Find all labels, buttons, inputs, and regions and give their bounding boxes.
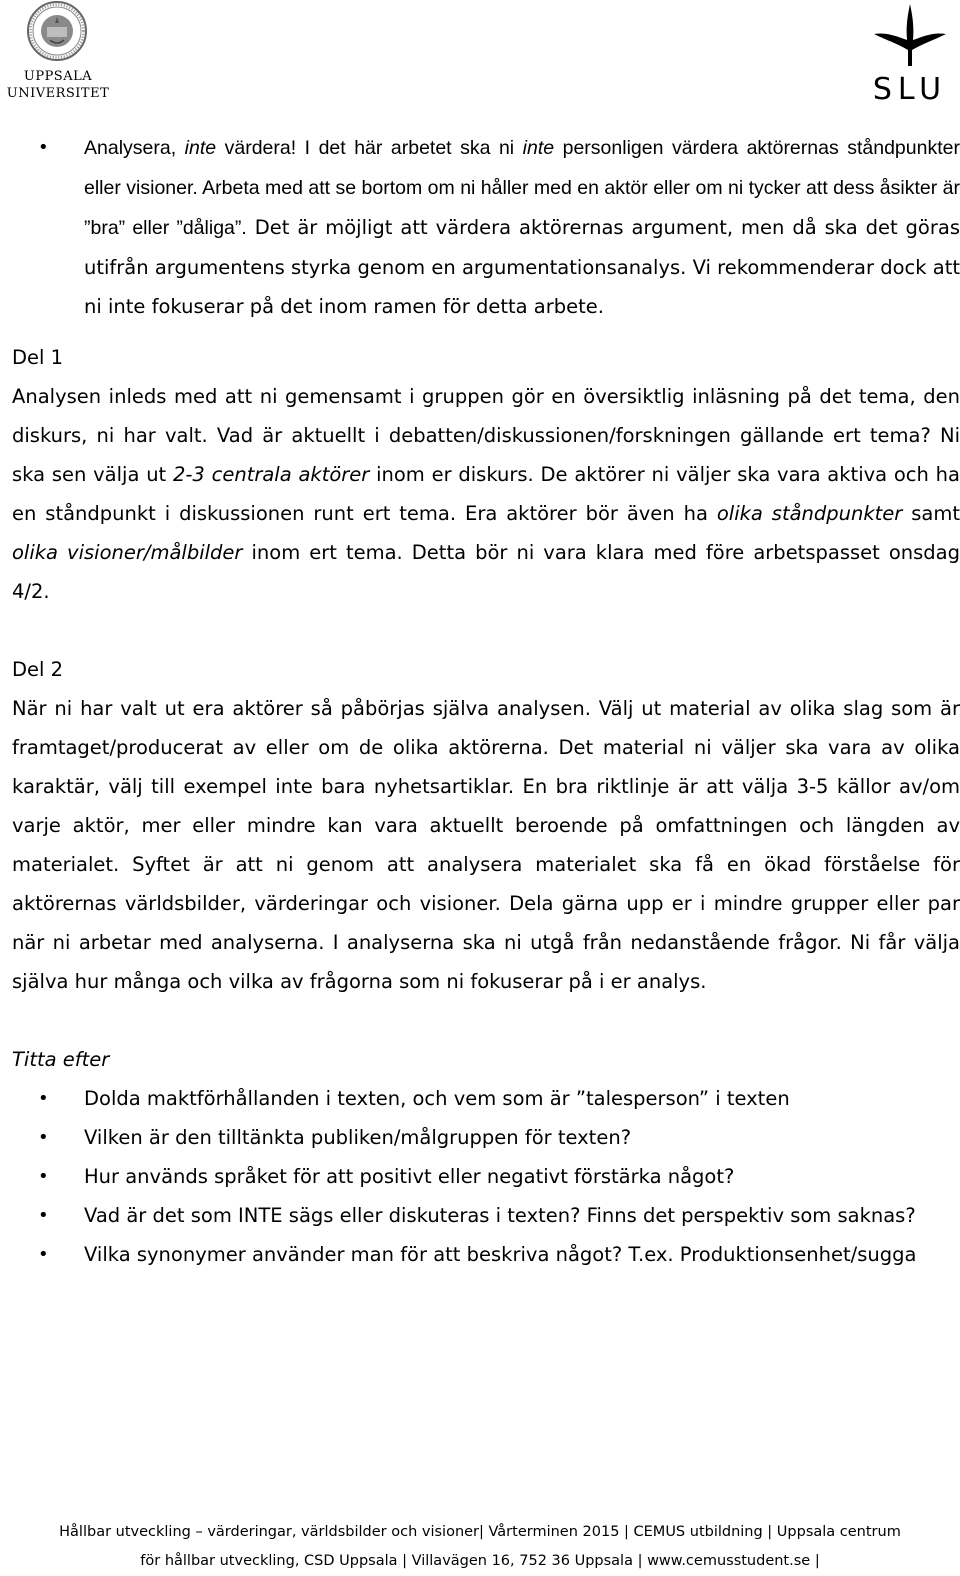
footer-line-2: för hållbar utveckling, CSD Uppsala | Villavägen 16, 752 36 Uppsala | www.cemusstudent.se | xyxy=(140,1553,820,1569)
list-item xyxy=(12,128,960,326)
emphasis: inte xyxy=(522,137,555,159)
uppsala-universitet-logo xyxy=(0,0,115,110)
text-run: samt xyxy=(902,502,960,525)
section-heading-del1: Del 1 xyxy=(12,346,64,369)
uu-name-line1: UPPSALA xyxy=(23,69,93,84)
text-run: Det är möjligt att värdera aktörernas argument, men då ska det göras utifrån argumentens styrka genom en argumentationsanalys. Vi rekommenderar dock att ni inte fokuserar på det inom ramen för detta arbete. xyxy=(84,216,960,318)
emphasis: olika visioner/målbilder xyxy=(12,541,243,564)
slu-wordmark: SLU xyxy=(872,72,948,107)
list-item: • Vilka synonymer använder man för att beskriva något? T.ex. Produktionsenhet/sugga xyxy=(12,1235,960,1274)
text-run: Analysen inleds med att ni gemensamt i gruppen gör en översiktlig inläsning på det tema, den diskurs, ni har valt. Vad är aktuellt i debatten/diskussionen/forskningen gällande ert tema? Ni ska sen välja ut xyxy=(12,385,960,486)
emphasis: inte xyxy=(184,137,217,159)
section-heading-titta-efter: Titta efter xyxy=(12,1048,110,1071)
document-body xyxy=(12,128,960,1274)
text-run: inom ert tema. Detta bör ni vara klara med före arbetspasset onsdag 4/2. xyxy=(12,541,960,603)
titta-efter-list xyxy=(12,1079,960,1274)
text-run: Analysera, xyxy=(84,137,185,159)
uu-name-line2: UNIVERSITET xyxy=(6,86,110,101)
emphasis: olika ståndpunkter xyxy=(716,502,903,525)
del2-paragraph: När ni har valt ut era aktörer så påbörjas själva analysen. Välj ut material av olika slag som är framtaget/producerat av eller om de olika aktörerna. Det material ni väljer ska vara av olika karaktär, välj till exempel inte bara nyhetsartiklar. En bra riktlinje är att välja 3-5 källor av/om varje aktör, mer eller mindre kan vara aktuellt beroende på omfattningen och längden av materialet. Syftet är att ni genom att analysera materialet ska få en ökad förståelse för aktörernas världsbilder, värderingar och visioner. Dela gärna upp er i mindre grupper eller par när ni arbetar med analyserna. I analyserna ska ni utgå från nedanstående frågor. Ni får välja själva hur många och vilka av frågorna som ni fokuserar på i er analys. xyxy=(12,697,960,993)
intro-bullet-list xyxy=(12,128,960,326)
page-footer xyxy=(0,1518,960,1576)
text-run: värdera! I det här arbetet ska ni xyxy=(216,137,523,159)
emphasis: 2-3 centrala aktörer xyxy=(172,463,370,486)
text-run: personligen värdera aktörernas ståndpunkter eller visioner. Arbeta med att se bortom om ni håller med en aktör eller om ni tycker att dess åsikter är ”bra” eller ”dåliga”. xyxy=(84,137,960,239)
text-run: inom er diskurs. De aktörer ni väljer ska vara aktiva och ha en ståndpunkt i diskussionen runt ert tema. Era aktörer bör även ha xyxy=(12,463,960,525)
list-item: • Vad är det som INTE sägs eller diskuteras i texten? Finns det perspektiv som saknas? xyxy=(12,1196,960,1235)
slu-emblem-icon xyxy=(860,0,960,72)
list-item: • Vilken är den tilltänkta publiken/målgruppen för texten? xyxy=(12,1118,960,1157)
list-item: • Hur används språket för att positivt eller negativt förstärka något? xyxy=(12,1157,960,1196)
list-item: • Dolda maktförhållanden i texten, och vem som är ”talesperson” i texten xyxy=(12,1079,960,1118)
uppsala-seal-icon xyxy=(0,0,115,70)
footer-line-1: Hållbar utveckling – värderingar, världsbilder och visioner| Vårterminen 2015 | CEMUS utbildning | Uppsala centrum xyxy=(59,1524,901,1540)
slu-logo xyxy=(860,0,960,110)
del1-paragraph xyxy=(12,377,960,611)
section-heading-del2: Del 2 xyxy=(12,658,64,681)
